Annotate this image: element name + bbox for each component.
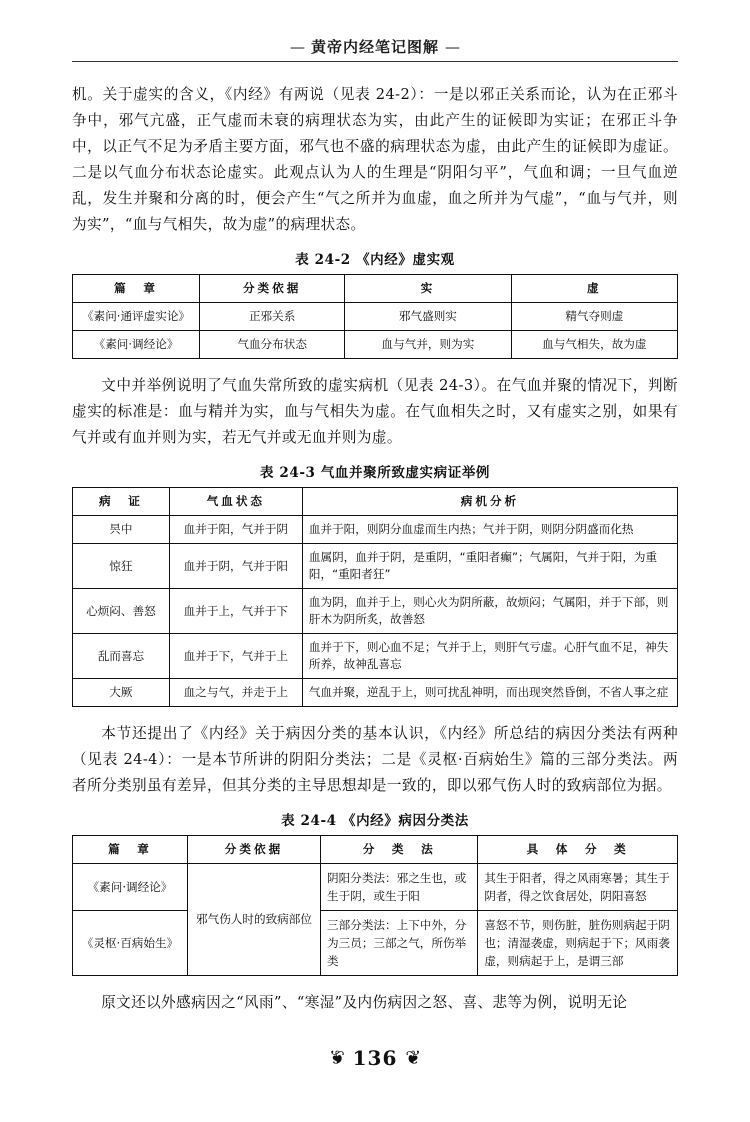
column-header: 病机分析 — [302, 488, 677, 516]
table-cell: 血属阴，血并于阴，是重阴，“重阳者癫”；气属阳，气并于阳，为重阳，“重阳者狂” — [302, 544, 677, 589]
page-number: 136 — [352, 1046, 398, 1070]
paragraph-1: 机。关于虚实的含义，《内经》有两说（见表 24-2）：一是以邪正关系而论，认为在正邪斗争中，邪气亢盛，正气虚而未衰的病理状态为实，由此产生的证候即为实证；在邪正斗争中，以正气不足为矛盾主要方面，邪气也不盛的病理状态为虚，由此产生的证候即为虚证。二是以气血分布状态论虚实。此观点认为人的生理是“阴阳匀平”，气血和调；一旦气血逆乱，发生并聚和分离的时，便会产生“气之所并为血虚，血之所并为气虚”，“血与气并，则为实”，“血与气相失，故为虚”的病理状态。 — [72, 86, 678, 233]
column-header: 虚 — [511, 275, 677, 303]
table-block-24-3 — [72, 461, 678, 707]
table-cell: 心烦闷、善怒 — [73, 589, 170, 634]
column-header: 篇 章 — [73, 836, 188, 864]
table-24-3 — [72, 487, 678, 707]
header-title-group — [284, 36, 466, 57]
table-cell: 气血分布状态 — [200, 331, 345, 359]
column-header: 篇 章 — [73, 275, 200, 303]
column-header: 实 — [345, 275, 511, 303]
column-header: 病 证 — [73, 488, 170, 516]
page-footer — [0, 1046, 750, 1070]
table-cell: 血并于下，气并于上 — [169, 634, 302, 679]
header-divider — [72, 61, 678, 62]
table-cell: 阴阳分类法：邪之生也，或生于阴，或生于阳 — [321, 864, 478, 911]
table-24-3-caption: 表 24-3 气血并聚所致虚实病证举例 — [259, 465, 491, 481]
table-row — [73, 544, 678, 589]
table-cell: 喜怒不节，则伤脏，脏伤则病起于阴也；清湿袭虚，则病起于下；风雨袭虚，则病起于上，是谓三部 — [478, 911, 678, 976]
ornament-right-icon: ❦ — [405, 1046, 422, 1069]
table-row — [73, 864, 678, 911]
table-cell: 血与气相失，故为虚 — [511, 331, 677, 359]
table-24-4-caption: 表 24-4 《内经》病因分类法 — [281, 813, 469, 829]
table-cell: 精气夺则虚 — [511, 303, 677, 331]
table-row — [73, 516, 678, 544]
table-row — [73, 634, 678, 679]
table-24-2-caption: 表 24-2 《内经》虚实观 — [295, 252, 455, 268]
table-24-2 — [72, 274, 678, 359]
column-header: 气血状态 — [169, 488, 302, 516]
table-cell: 《素问·调经论》 — [73, 864, 188, 911]
book-title: 黄帝内经笔记图解 — [310, 38, 439, 56]
column-header: 具 体 分 类 — [478, 836, 678, 864]
table-row — [73, 679, 678, 707]
table-cell: 血并于阳，则阴分血虚而生内热；气并于阴，则阴分阴盛而化热 — [302, 516, 677, 544]
column-header: 分类依据 — [200, 275, 345, 303]
table-cell: 《灵枢·百病始生》 — [73, 911, 188, 976]
table-cell: 邪气盛则实 — [345, 303, 511, 331]
table-cell: 三部分类法：上下中外，分为三员；三部之气，所伤举类 — [321, 911, 478, 976]
table-row — [73, 303, 678, 331]
column-header: 分 类 法 — [321, 836, 478, 864]
page-header — [72, 0, 678, 82]
header-left-deco: — — [289, 38, 305, 56]
table-cell: 乱而喜忘 — [73, 634, 170, 679]
table-cell: 血之与气，并走于上 — [169, 679, 302, 707]
table-cell: 血并于阴，气并于阳 — [169, 544, 302, 589]
table-block-24-2 — [72, 248, 678, 359]
table-cell: 血为阴，血并于上，则心火为阴所蔽，故烦闷；气属阳，并于下部，则肝木为阴所炙，故善怒 — [302, 589, 677, 634]
table-row — [73, 331, 678, 359]
ornament-left-icon: ❦ — [328, 1046, 345, 1069]
table-cell: 正邪关系 — [200, 303, 345, 331]
table-header-row — [73, 836, 678, 864]
table-cell: 血与气并，则为实 — [345, 331, 511, 359]
paragraph-3: 本节还提出了《内经》关于病因分类的基本认识，《内经》所总结的病因分类法有两种（见表 24-4）：一是本节所讲的阴阳分类法；二是《灵枢·百病始生》篇的三部分类法。两者所分类别虽有差异，但其分类的主导思想却是一致的，即以邪气伤人时的致病部位为据。 — [72, 725, 678, 794]
table-cell: 昗中 — [73, 516, 170, 544]
table-cell: 血并于阳，气并于阴 — [169, 516, 302, 544]
footer-inner — [329, 1046, 422, 1070]
table-24-4 — [72, 835, 678, 976]
table-cell: 血并于下，则心血不足；气并于上，则肝气亏虚。心肝气血不足，神失所养，故神乱喜忘 — [302, 634, 677, 679]
table-cell: 其生于阳者，得之风雨寒暑；其生于阴者，得之饮食居处，阴阳喜怒 — [478, 864, 678, 911]
header-right-deco: — — [445, 38, 460, 56]
table-cell: 《素问·通评虚实论》 — [73, 303, 200, 331]
table-header-row — [73, 275, 678, 303]
paragraph-4: 原文还以外感病因之“风雨”、“寒湿”及内伤病因之怒、喜、悲等为例，说明无论 — [101, 994, 628, 1011]
table-cell: 大厥 — [73, 679, 170, 707]
paragraph-2: 文中并举例说明了气血失常所致的虚实病机（见表 24-3）。在气血并聚的情况下，判断虚实的标准是：血与精并为实，血与气相失为虚。在气血相失之时，又有虚实之别，如果有气并或有血并则为实，若无气并或无血并则为虚。 — [72, 377, 678, 446]
table-cell: 《素问·调经论》 — [73, 331, 200, 359]
table-row — [73, 589, 678, 634]
table-cell: 惊狂 — [73, 544, 170, 589]
table-cell: 气血并聚，逆乱于上，则可扰乱神明，而出现突然昏倒，不省人事之症 — [302, 679, 677, 707]
column-header: 分类依据 — [187, 836, 320, 864]
table-row — [73, 911, 678, 976]
table-header-row — [73, 488, 678, 516]
table-block-24-4 — [72, 809, 678, 976]
table-cell-basis: 邪气伤人时的致病部位 — [187, 864, 320, 976]
table-cell: 血并于上，气并于下 — [169, 589, 302, 634]
